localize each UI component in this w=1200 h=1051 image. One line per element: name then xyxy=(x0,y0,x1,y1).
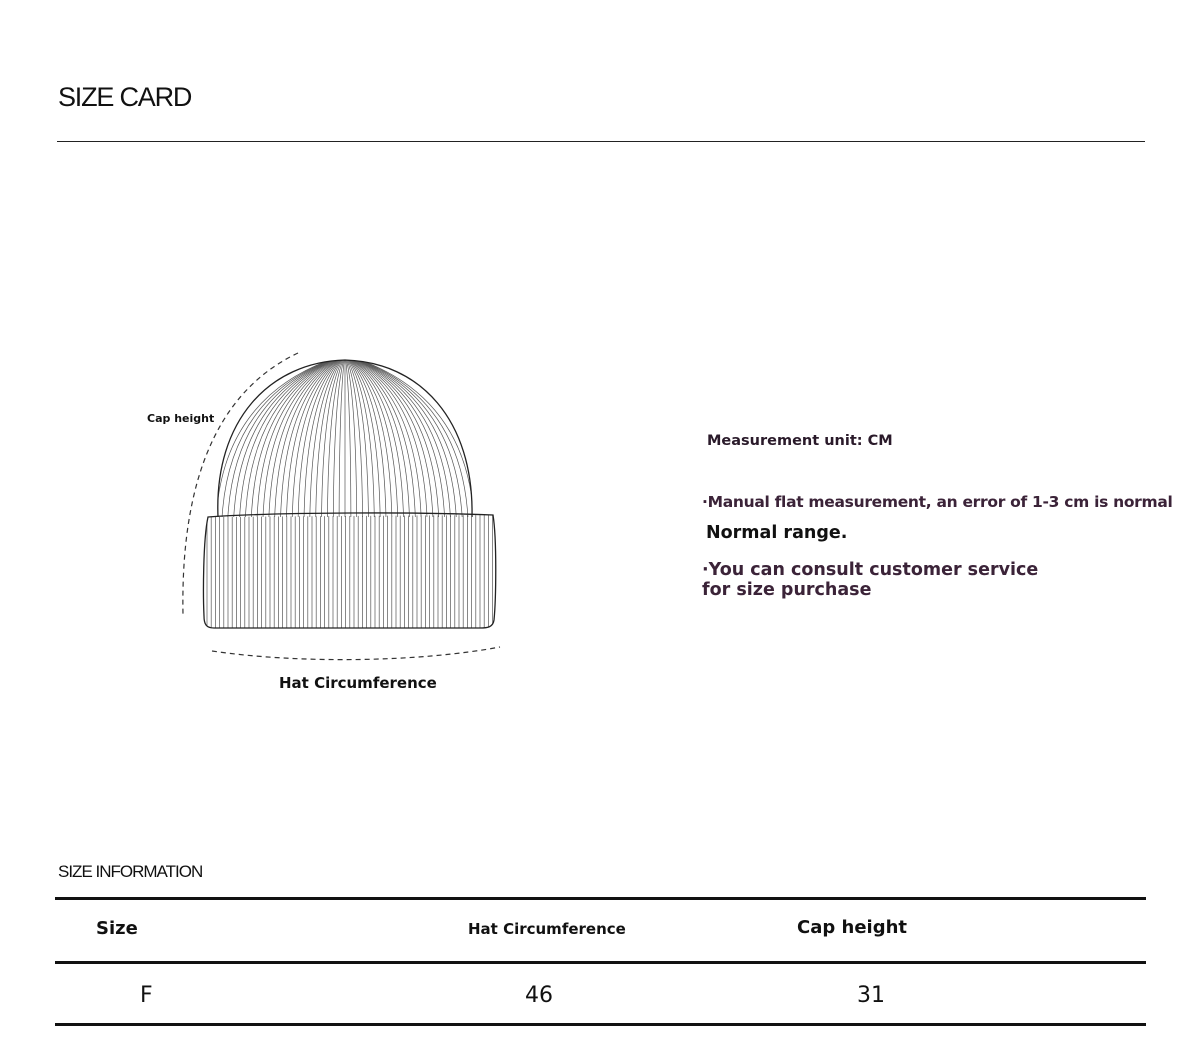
cap-height-label: Cap height xyxy=(147,412,215,425)
hat-circumference-label: Hat Circumference xyxy=(279,674,437,692)
table-bottom-rule xyxy=(55,1023,1146,1026)
column-header-hat-circumference: Hat Circumference xyxy=(468,920,626,938)
table-header-rule xyxy=(55,961,1146,964)
measurement-unit: Measurement unit: CM xyxy=(707,433,893,449)
page-title: SIZE CARD xyxy=(58,82,192,112)
column-header-cap-height: Cap height xyxy=(797,917,908,938)
beanie-hat-icon xyxy=(140,340,520,710)
customer-service-note: ·You can consult customer service for size purchase xyxy=(702,560,1039,600)
table-cell-size: F xyxy=(140,983,153,1008)
normal-range-note: Normal range. xyxy=(706,523,848,543)
column-header-size: Size xyxy=(96,918,138,939)
table-cell-cap-height: 31 xyxy=(857,983,885,1008)
table-cell-hat-circumference: 46 xyxy=(525,983,553,1008)
table-top-rule xyxy=(55,897,1146,900)
size-information-title: SIZE INFORMATION xyxy=(58,862,203,881)
title-divider xyxy=(57,141,1145,142)
measurement-note: ·Manual flat measurement, an error of 1-3 cm is normal xyxy=(702,493,1173,511)
